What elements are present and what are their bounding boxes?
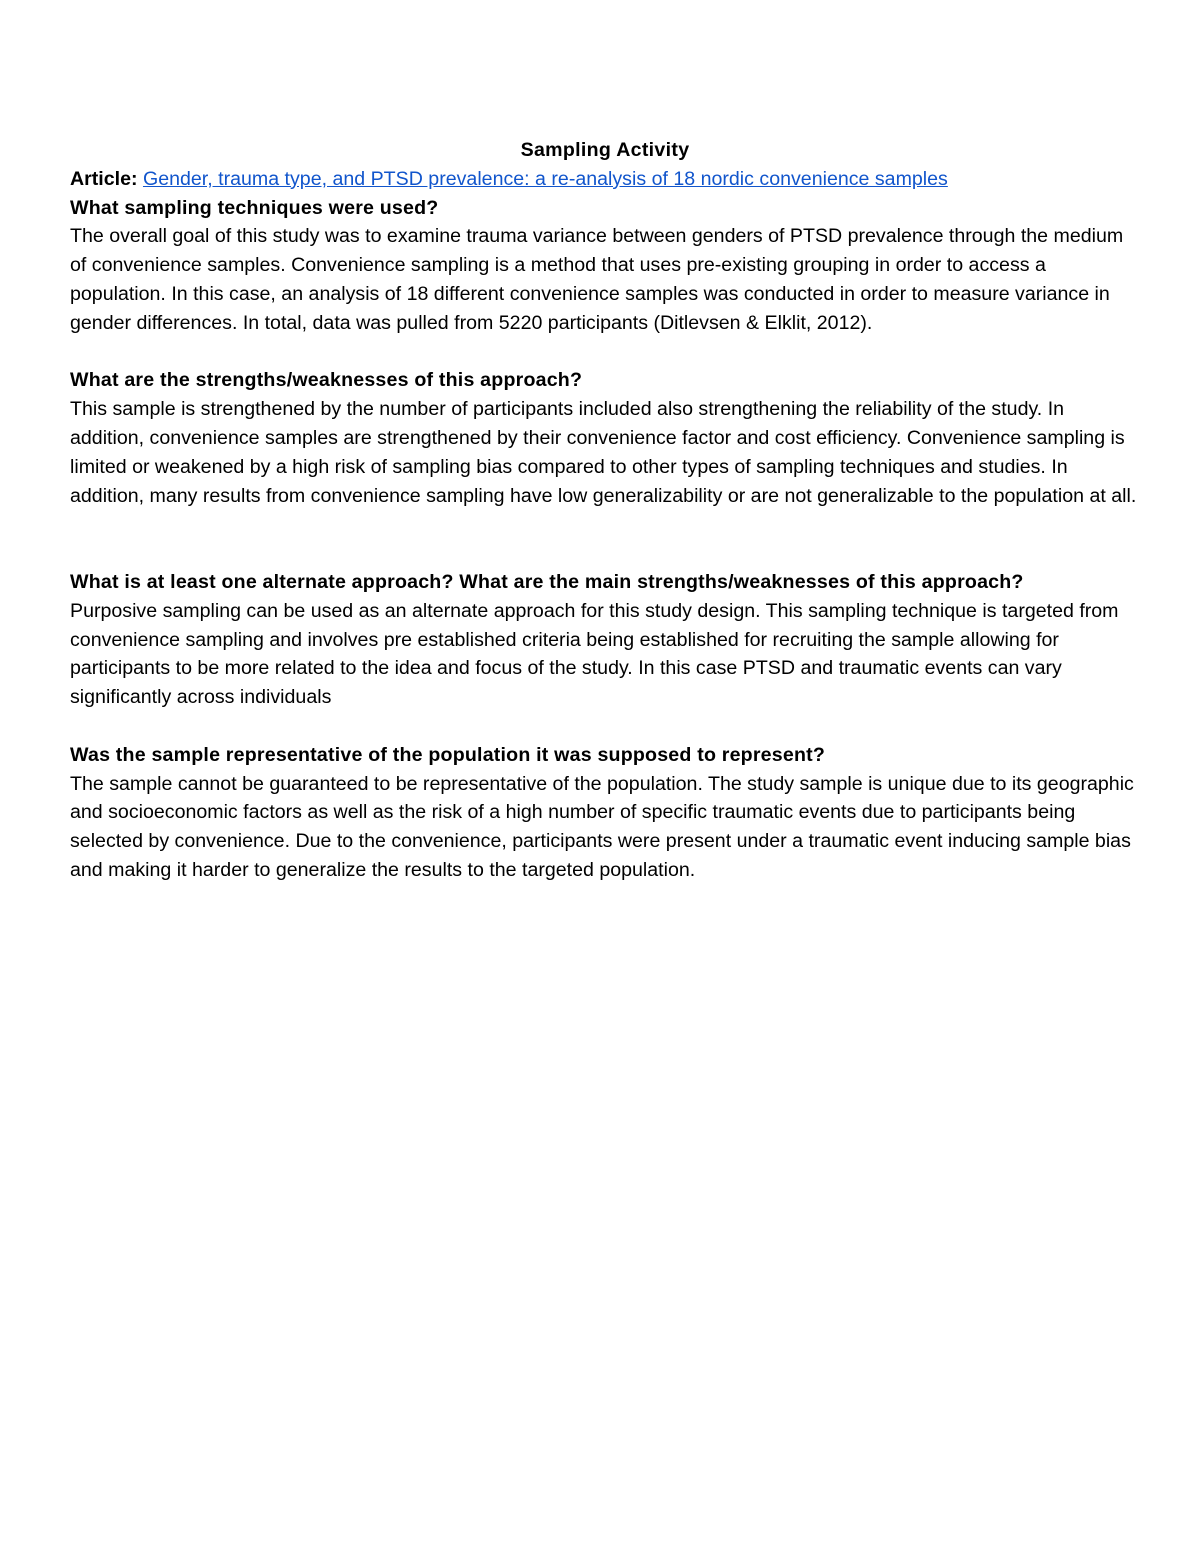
question-alternate-approach: What is at least one alternate approach? What are the main strengths/weaknesses of this approach? xyxy=(70,570,1024,593)
spacer xyxy=(70,510,1140,568)
document-page xyxy=(70,136,1140,885)
answer-sampling-techniques: The overall goal of this study was to examine trauma variance between genders of PTSD prevalence through the medium of convenience samples. Convenience sampling is a method that uses pre-existing grouping in order to access a population. In this case, an analysis of 18 different convenience samples was conducted in order to measure variance in gender differences. In total, data was pulled from 5220 participants (Ditlevsen & Elklit, 2012). xyxy=(70,225,1124,334)
article-link[interactable]: Gender, trauma type, and PTSD prevalence: a re-analysis of 18 nordic convenience samples xyxy=(142,167,948,190)
article-label: Article: xyxy=(70,167,138,190)
spacer xyxy=(70,338,1140,367)
spacer xyxy=(70,712,1140,741)
question-sampling-techniques: What sampling techniques were used? xyxy=(70,196,439,219)
question-strengths-weaknesses: What are the strengths/weaknesses of this approach? xyxy=(70,369,583,392)
answer-strengths-weaknesses: This sample is strengthened by the number of participants included also strengthening the reliability of the study. In addition, convenience samples are strengthened by their convenience factor and cost efficiency. Convenience sampling is limited or weakened by a high risk of sampling bias compared to other types of sampling techniques and studies. In addition, many results from convenience sampling have low generalizability or are not generalizable to the population at all. xyxy=(70,398,1137,507)
answer-representative-sample: The sample cannot be guaranteed to be representative of the population. The study sample is unique due to its geographic and socioeconomic factors as well as the risk of a high number of specific traumatic events due to participants being selected by convenience. Due to the convenience, participants were present under a traumatic event inducing sample bias and making it harder to generalize the results to the targeted population. xyxy=(70,772,1134,881)
answer-alternate-approach: Purposive sampling can be used as an alternate approach for this study design. This sampling technique is targeted from convenience sampling and involves pre established criteria being established for recruiting the sample allowing for participants to be more related to the idea and focus of the study. In this case PTSD and traumatic events can vary significantly across individuals xyxy=(70,599,1119,709)
question-representative-sample: Was the sample representative of the population it was supposed to represent? xyxy=(70,743,826,766)
article-line xyxy=(70,165,1140,194)
page-title: Sampling Activity xyxy=(520,139,690,161)
